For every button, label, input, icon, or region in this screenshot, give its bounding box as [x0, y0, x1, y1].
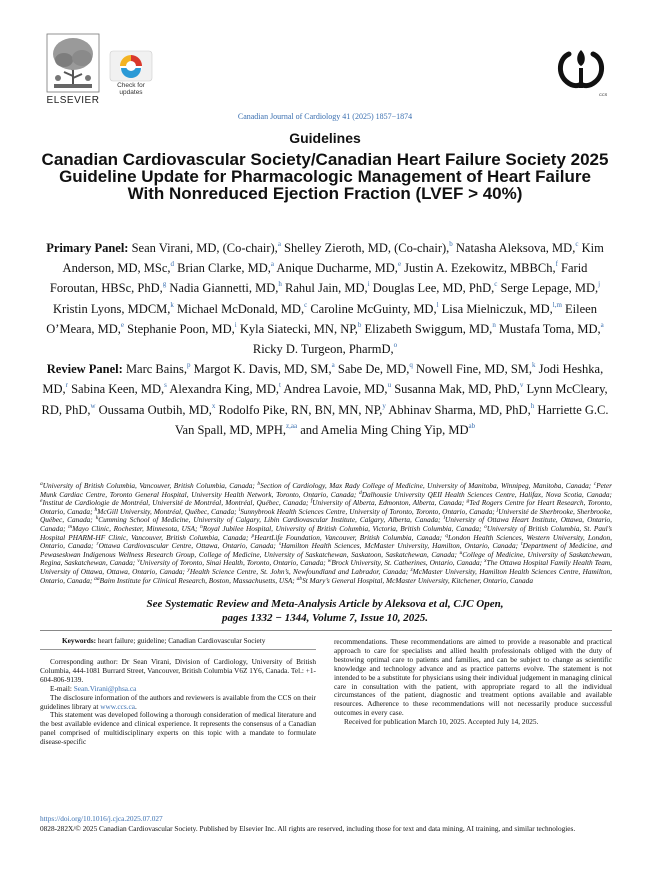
- review-panel-label: Review Panel:: [46, 362, 123, 377]
- affiliation-marker[interactable]: y: [382, 401, 386, 410]
- affiliation-marker[interactable]: z,aa: [286, 421, 298, 430]
- article-title: Canadian Cardiovascular Society/Canadian Heart Failure Society 2025 Guideline Update for Pharmacologic Management of Heart Failure With Nonreduced Ejection Fraction (LVEF > 40%): [41, 150, 609, 203]
- author-name: and Amelia Ming Ching Yip, MD: [297, 422, 469, 437]
- received-date: Received for publication March 10, 2025. Accepted July 14, 2025.: [344, 717, 539, 727]
- affiliation-key: v: [137, 558, 140, 565]
- section-divider: [40, 630, 612, 631]
- affiliation-key: aa: [94, 575, 100, 582]
- affiliation-text: McGill University, Montréal, Québec, Canada;: [97, 506, 239, 516]
- affiliation-text: University of British Columbia, Vancouver, British Columbia, Canada;: [42, 481, 258, 490]
- affiliation-key: y: [187, 566, 190, 573]
- affiliation-marker[interactable]: a: [331, 361, 335, 370]
- author-name: Mustafa Toma, MD,: [495, 321, 601, 336]
- affiliation-marker[interactable]: h: [530, 401, 535, 410]
- author-list: [40, 238, 610, 440]
- affiliation-marker[interactable]: a: [600, 320, 604, 329]
- affiliation-marker[interactable]: l,m: [552, 300, 562, 309]
- see-also-line-2[interactable]: pages 1332 − 1344, Volume 7, Issue 10, 2025.: [222, 612, 428, 624]
- affiliation-marker[interactable]: s: [164, 381, 167, 390]
- author-name: Rahul Jain, MD,: [281, 281, 368, 296]
- affiliation-key: p: [251, 532, 255, 539]
- author-name: Caroline McGuinty, MD,: [307, 301, 437, 316]
- ccs-website-link[interactable]: www.ccs.ca: [100, 701, 135, 711]
- affiliation-marker[interactable]: r: [65, 381, 68, 390]
- affiliation-marker[interactable]: l: [436, 300, 439, 309]
- author-name: Jodi Heshka, MD,: [42, 362, 604, 397]
- affiliation-marker[interactable]: i: [367, 280, 370, 289]
- affiliation-text: Ted Rogers Centre for Heart Research, Toronto, Ontario, Canada;: [40, 498, 612, 516]
- keywords-text: heart failure; guideline; Canadian Cardiovascular Society: [97, 636, 266, 645]
- author-name: Natasha Aleksova, MD,: [452, 241, 576, 255]
- disclosure-text: The disclosure information of the authors and reviewers is available from the CCS on their guidelines library at: [40, 692, 316, 711]
- affiliation-marker[interactable]: x: [211, 401, 216, 410]
- affiliation-marker[interactable]: ab: [468, 421, 476, 430]
- see-also-note[interactable]: [40, 597, 610, 625]
- review-panel-authors: [42, 362, 609, 437]
- affiliation-key: r: [96, 541, 99, 548]
- primary-panel-label: Primary Panel:: [46, 241, 129, 255]
- affiliation-key: l: [443, 515, 446, 522]
- affiliation-marker[interactable]: e: [120, 320, 125, 329]
- affiliation-marker[interactable]: g: [162, 280, 167, 289]
- primary-panel-authors: [46, 241, 604, 356]
- affiliation-marker[interactable]: i: [234, 320, 237, 329]
- author-name: Douglas Lee, MD, PhD,: [369, 281, 495, 296]
- affiliation-text: Peter Munk Cardiac Centre, Toronto General Hospital, University Health Network, Toronto, Ontario, Canada;: [40, 481, 612, 499]
- affiliation-text: Section of Cardiology, Max Rady College of Medicine, University of Manitoba, Winnipeg, Manitoba, Canada;: [260, 481, 594, 490]
- author-name: Harriette G.C. Van Spall, MD, MPH,: [174, 402, 609, 437]
- affiliation-marker[interactable]: p: [187, 361, 191, 370]
- author-name: Abhinav Sharma, MD, PhD,: [385, 402, 531, 417]
- author-name: Rodolfo Pike, RN, BN, MN, NP,: [215, 402, 383, 417]
- affiliation-key: g: [466, 498, 470, 505]
- affiliation-key: m: [68, 523, 73, 530]
- affiliation-key: z: [410, 566, 413, 573]
- affiliation-key: t: [521, 541, 523, 548]
- affiliation-key: w: [327, 558, 332, 565]
- email-link[interactable]: Sean.Virani@phsa.ca: [73, 683, 137, 693]
- affiliation-text: Royal Jubilee Hospital, University of British Columbia, Victoria, British Columbia, Canada;: [202, 523, 485, 533]
- affiliation-text: HeartLife Foundation, Vancouver, British Columbia, Canada;: [254, 532, 446, 542]
- affiliation-marker[interactable]: a: [270, 260, 274, 269]
- affiliation-text: The Ottawa Hospital Family Health Team, University of Ottawa, Ottawa, Ontario, Canada;: [40, 558, 612, 576]
- affiliation-key: e: [40, 498, 43, 505]
- author-name: Brian Clarke, MD,: [174, 261, 271, 276]
- check-for-updates-label: Check for updates: [117, 82, 145, 96]
- affiliation-text: Ottawa Cardiovascular Centre, Ottawa, Ontario, Canada;: [98, 541, 279, 551]
- affiliation-key: d: [359, 489, 362, 496]
- author-name: Nadia Giannetti, MD,: [166, 281, 279, 296]
- affiliation-marker[interactable]: k: [532, 361, 536, 370]
- affiliations: [40, 482, 612, 585]
- affiliation-key: k: [95, 515, 99, 522]
- affiliation-marker[interactable]: c: [575, 240, 579, 248]
- author-name: Marc Bains,: [125, 362, 188, 377]
- author-name: Ricky D. Turgeon, PharmD,: [252, 342, 394, 357]
- author-name: Justin A. Ezekowitz, MBBCh,: [401, 261, 556, 276]
- author-name: Lisa Mielniczuk, MD,: [438, 301, 553, 316]
- affiliation-marker[interactable]: d: [170, 260, 175, 269]
- author-name: Alexandra King, MD,: [166, 382, 280, 397]
- email-label: E-mail:: [50, 683, 72, 693]
- affiliation-text: University of Toronto, Sinai Health, Toronto, Ontario, Canada;: [139, 558, 328, 568]
- affiliation-marker[interactable]: h: [278, 280, 282, 289]
- author-name: Sabina Keen, MD,: [67, 382, 165, 397]
- affiliation-text: Cumming School of Medicine, University of Calgary, Libin Cardiovascular Institute, Calgary, Alberta, Canada;: [98, 515, 444, 525]
- affiliation-marker[interactable]: b: [449, 240, 453, 248]
- affiliation-key: s: [278, 541, 281, 548]
- footnote-column-left: [40, 658, 316, 747]
- affiliation-key: h: [94, 506, 98, 513]
- author-name: Shelley Zieroth, MD, (Co-chair),: [280, 241, 450, 255]
- author-name: Elizabeth Swiggum, MD,: [361, 321, 493, 336]
- affiliation-key: b: [257, 481, 261, 487]
- affiliation-key: x: [484, 558, 487, 565]
- affiliation-key: c: [593, 481, 597, 487]
- author-name: Eileen O’Meara, MD,: [46, 301, 597, 336]
- affiliation-key: j: [496, 506, 499, 513]
- author-name: Oussama Outbih, MD,: [95, 402, 212, 417]
- affiliation-text: McMaster University, Hamilton Health Sciences Centre, Hamilton, Ontario, Canada;: [40, 566, 612, 585]
- affiliation-marker[interactable]: b: [357, 320, 362, 329]
- author-name: Nowell Fine, MD, SM,: [412, 362, 533, 377]
- affiliation-text: College of Medicine, University of Saskatchewan, Regina, Saskatchewan, Canada;: [40, 549, 612, 568]
- author-name: Andrea Lavoie, MD,: [280, 382, 388, 397]
- author-name: Lynn McCleary, RD, PhD,: [41, 382, 608, 417]
- affiliation-text: Université de Sherbrooke, Sherbrooke, Québec, Canada;: [40, 506, 613, 525]
- doi-link[interactable]: https://doi.org/10.1016/j.cjca.2025.07.027: [40, 814, 163, 823]
- statement-continuation: recommendations. These recommendations are aimed to provide a reasonable and practical approach to care for specialists and allied health professionals obliged with the duty of bestowing optimal care to patients and families, and can be subject to change as scientific knowledge and technology advance and as practice patterns evolve. The statement is not intended to be a substitute for physicians using their individual judgement in managing clinical care in consultation with the patient, with appropriate regard to all the individual circumstances of the patient, diagnostic and treatment options available and available resources. Adherence to these recommendations will not necessarily produce successful outcomes in every case.: [334, 637, 612, 718]
- affiliation-marker[interactable]: k: [170, 300, 174, 309]
- affiliation-key: o: [484, 523, 487, 530]
- affiliation-text: Mayo Clinic, Rochester, Minnesota, USA;: [72, 523, 200, 533]
- affiliation-marker[interactable]: e: [397, 260, 402, 269]
- author-name: Michael McDonald, MD,: [173, 301, 305, 316]
- affiliation-key: a: [40, 481, 43, 487]
- ccs-logo-icon: [555, 40, 607, 98]
- affiliation-text: Department of Medicine, and Pewaseskwan Indigenous Wellness Research Group, College of Medicine, University of Saskatchewan, Saskatoon, Saskatchewan, Canada;: [40, 541, 613, 559]
- affiliation-key: i: [238, 506, 241, 513]
- keywords-label: Keywords:: [62, 636, 97, 645]
- affiliation-marker[interactable]: n: [492, 320, 496, 329]
- affiliation-text: Sunnybrook Health Sciences Centre, University of Toronto, Toronto, Ontario, Canada;: [240, 506, 497, 516]
- affiliation-text: Hamilton Health Sciences, McMaster University, Hamilton, Ontario, Canada;: [281, 541, 522, 551]
- article-type: Guidelines: [289, 130, 361, 146]
- see-also-line-1[interactable]: See Systematic Review and Meta-Analysis Article by Aleksova et al, CJC Open,: [146, 598, 504, 610]
- affiliation-marker[interactable]: c: [304, 300, 308, 309]
- affiliation-text: St Mary’s General Hospital, McMaster University, Kitchener, Ontario, Canada: [302, 575, 533, 585]
- affiliation-text: University of Ottawa Heart Institute, Ottawa, Ontario, Canada;: [40, 515, 613, 533]
- author-name: Stephanie Poon, MD,: [124, 321, 235, 336]
- affiliation-text: London Health Sciences, Western University, London, Ontario, Canada;: [40, 532, 612, 551]
- author-name: Sabe De, MD,: [334, 362, 410, 377]
- corresponding-author: Corresponding author: Dr Sean Virani, Division of Cardiology, University of British Columbia, 444-1081 Burrard Street, Vancouver, British Columbia V6Z 1Y6, Canada. Tel.: +1-604-806-9139.: [40, 657, 316, 684]
- affiliation-text: Baim Institute for Clinical Research, Boston, Massachusetts, USA;: [99, 575, 297, 585]
- publisher-name: ELSEVIER: [46, 95, 100, 106]
- affiliation-key: u: [459, 549, 463, 556]
- copyright-notice: 0828-282X/© 2025 Canadian Cardiovascular Society. Published by Elsevier Inc. All rights are reserved, including those for text and data mining, AI training, and similar technologies.: [40, 824, 576, 833]
- affiliation-key: f: [310, 498, 313, 505]
- journal-citation-link[interactable]: Canadian Journal of Cardiology 41 (2025) 1857−1874: [237, 112, 413, 121]
- affiliation-key: n: [200, 523, 203, 530]
- affiliation-text: Dalhousie University QEII Health Sciences Centre, Halifax, Nova Scotia, Canada;: [361, 489, 612, 499]
- footnote-column-right: [334, 638, 612, 727]
- affiliation-marker[interactable]: q: [409, 361, 413, 370]
- author-name: Margot K. Davis, MD, SM,: [190, 362, 332, 377]
- affiliation-text: Health Science Centre, St. John’s, Newfoundland and Labrador, Canada;: [189, 566, 411, 576]
- affiliation-key: q: [445, 532, 448, 539]
- ccs-mark: CCS: [599, 92, 607, 97]
- affiliation-text: University of Alberta, Edmonton, Alberta, Canada;: [312, 498, 467, 508]
- affiliation-key: ab: [296, 575, 303, 582]
- affiliation-marker[interactable]: u: [387, 381, 392, 390]
- affiliation-text: Brock University, St. Catherines, Ontario, Canada;: [331, 558, 485, 568]
- affiliation-marker[interactable]: v: [519, 381, 524, 390]
- author-name: Susanna Mak, MD, PhD,: [391, 382, 520, 397]
- affiliation-marker[interactable]: j: [598, 280, 601, 289]
- affiliation-marker[interactable]: o: [393, 341, 398, 350]
- affiliation-marker[interactable]: w: [90, 401, 96, 410]
- author-name: Kristin Lyons, MDCM,: [53, 301, 171, 316]
- author-name: Kyla Siatecki, MN, NP,: [236, 321, 358, 336]
- keywords-box: [40, 636, 316, 650]
- author-name: Serge Lepage, MD,: [497, 281, 599, 296]
- statement-text: This statement was developed following a thorough consideration of medical literature and the best available evidence and clinical experience. It represents the consensus of a Canadian panel comprised of multidisciplinary experts on this topic with a mandate to formulate disease-specific: [40, 710, 316, 747]
- affiliation-text: University of British Columbia, St. Paul’s Hospital PHARM-HF Clinic, Vancouver, British Columbia, Canada;: [40, 523, 612, 542]
- affiliation-marker[interactable]: c: [494, 280, 498, 289]
- author-name: Farid Foroutan, HBSc, PhD,: [49, 261, 588, 296]
- disclosure-end: .: [134, 701, 137, 711]
- affiliation-marker[interactable]: t: [279, 381, 281, 390]
- affiliation-marker[interactable]: a: [277, 240, 281, 248]
- author-name: Kim Anderson, MD, MSc,: [62, 241, 604, 276]
- author-name: Anique Ducharme, MD,: [274, 261, 398, 276]
- affiliation-text: Institut de Cardiologie de Montréal, Université de Montréal, Montréal, Québec, Canada;: [42, 498, 311, 508]
- author-name: Sean Virani, MD, (Co-chair),: [131, 241, 278, 255]
- affiliation-marker[interactable]: f: [555, 260, 558, 269]
